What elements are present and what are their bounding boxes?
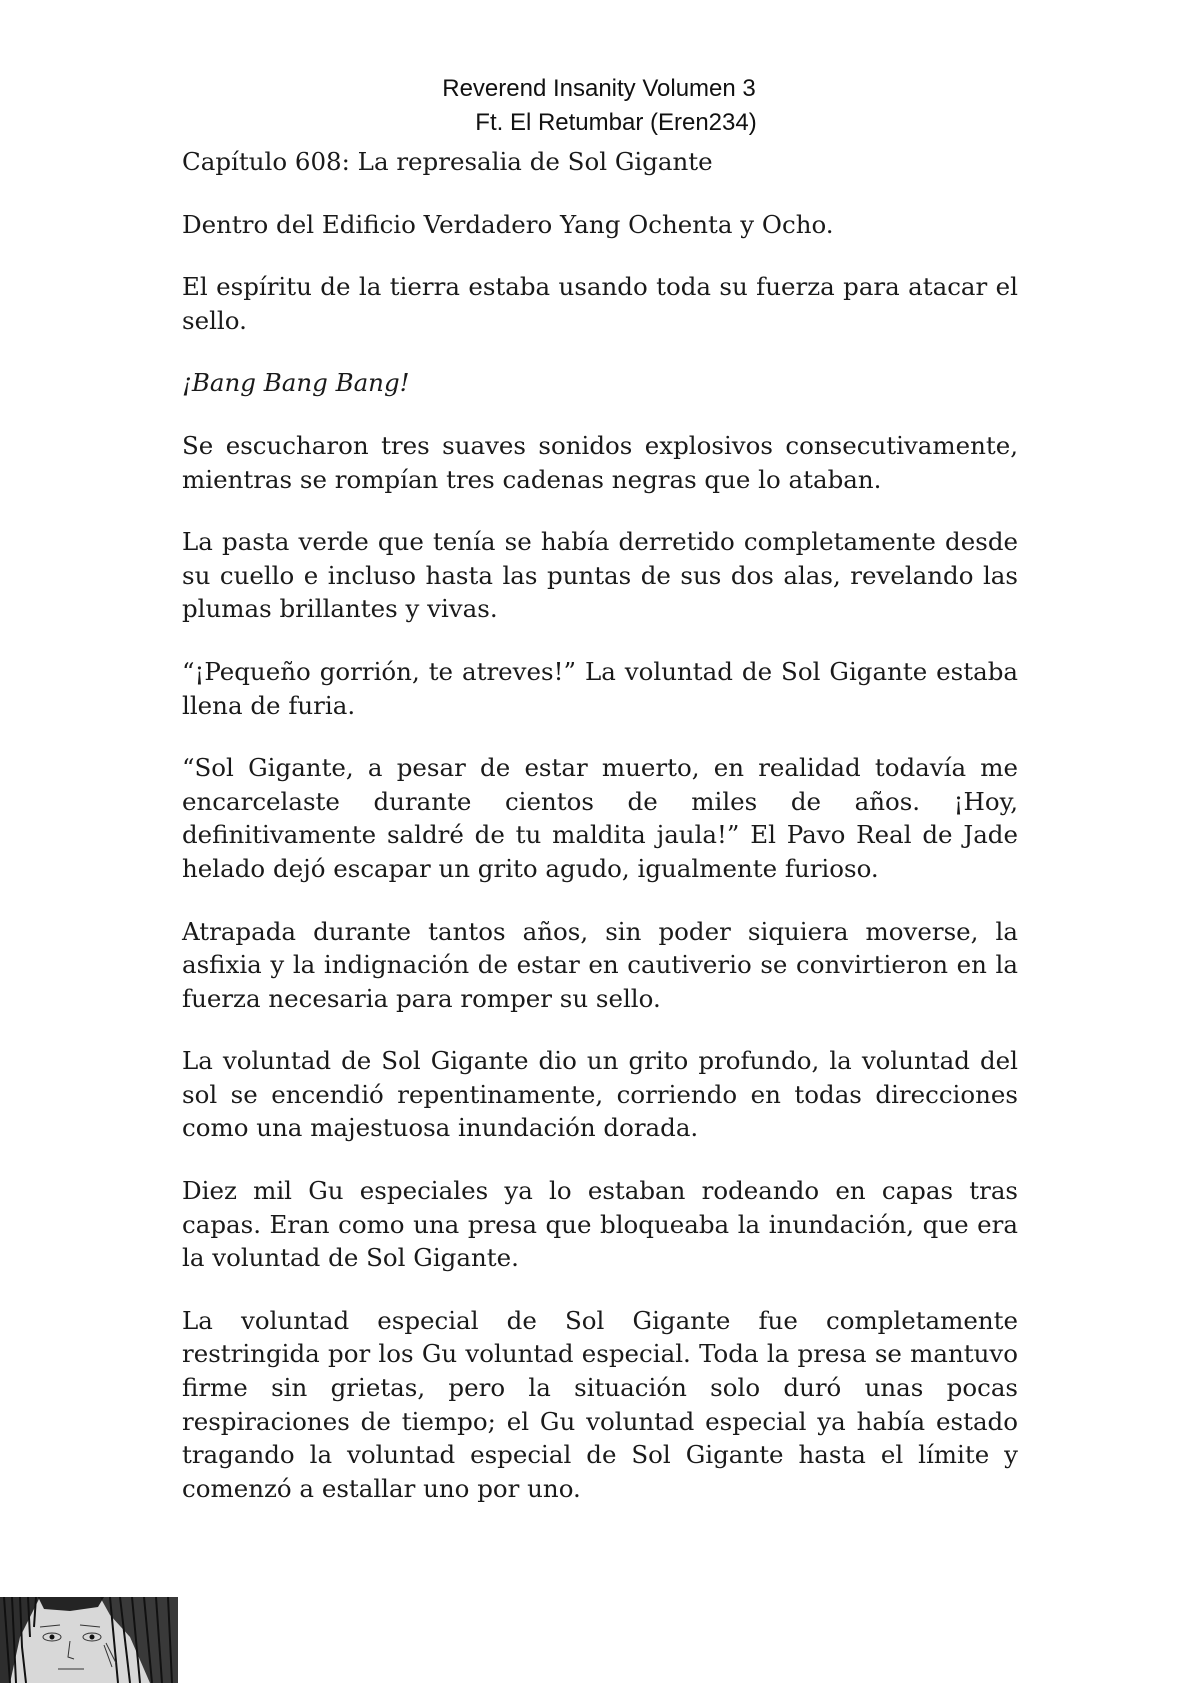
chapter-body: [182, 145, 1018, 1534]
paragraph: “¡Pequeño gorrión, te atreves!” La voluntad de Sol Gigante estaba llena de furia.: [182, 656, 1018, 720]
header-translator-credit: Ft. El Retumbar (Eren234): [475, 109, 757, 136]
paragraph: La pasta verde que tenía se había derretido completamente desde su cuello e incluso hasta las puntas de sus dos alas, revelando las plumas brillantes y vivas.: [182, 527, 1018, 624]
paragraph: Diez mil Gu especiales ya lo estaban rodeando en capas tras capas. Eran como una presa que bloqueaba la inundación, que era la voluntad de Sol Gigante.: [182, 1176, 1018, 1273]
header-volume-title: Reverend Insanity Volumen 3: [442, 75, 756, 102]
manga-portrait-icon: [0, 1597, 178, 1683]
paragraph: La voluntad de Sol Gigante dio un grito profundo, la voluntad del sol se encendió repentinamente, corriendo en todas direcciones como una majestuosa inundación dorada.: [182, 1046, 1018, 1143]
page-header: [0, 72, 1190, 140]
chapter-title: Capítulo 608: La represalia de Sol Gigante: [182, 147, 713, 176]
paragraph: “Sol Gigante, a pesar de estar muerto, en realidad todavía me encarcelaste durante cientos de miles de años. ¡Hoy, definitivamente saldré de tu maldita jaula!” El Pavo Real de Jade helado dejó escapar un grito agudo, igualmente furioso.: [182, 753, 1018, 883]
paragraph: Se escucharon tres suaves sonidos explosivos consecutivamente, mientras se rompían tres cadenas negras que lo ataban.: [182, 430, 1018, 494]
paragraph: Atrapada durante tantos años, sin poder siquiera moverse, la asfixia y la indignación de estar en cautiverio se convirtieron en la fuerza necesaria para romper su sello.: [182, 916, 1018, 1013]
sound-effect-paragraph: ¡Bang Bang Bang!: [182, 368, 410, 398]
paragraph: Dentro del Edificio Verdadero Yang Ochenta y Ocho.: [182, 209, 834, 239]
paragraph: La voluntad especial de Sol Gigante fue completamente restringida por los Gu voluntad especial. Toda la presa se mantuvo firme sin grietas, pero la situación solo duró unas pocas respiraciones de tiempo; el Gu voluntad especial ya había estado tragando la voluntad especial de Sol Gigante hasta el límite y comenzó a estallar uno por uno.: [182, 1305, 1018, 1503]
paragraph: El espíritu de la tierra estaba usando toda su fuerza para atacar el sello.: [182, 272, 1018, 335]
